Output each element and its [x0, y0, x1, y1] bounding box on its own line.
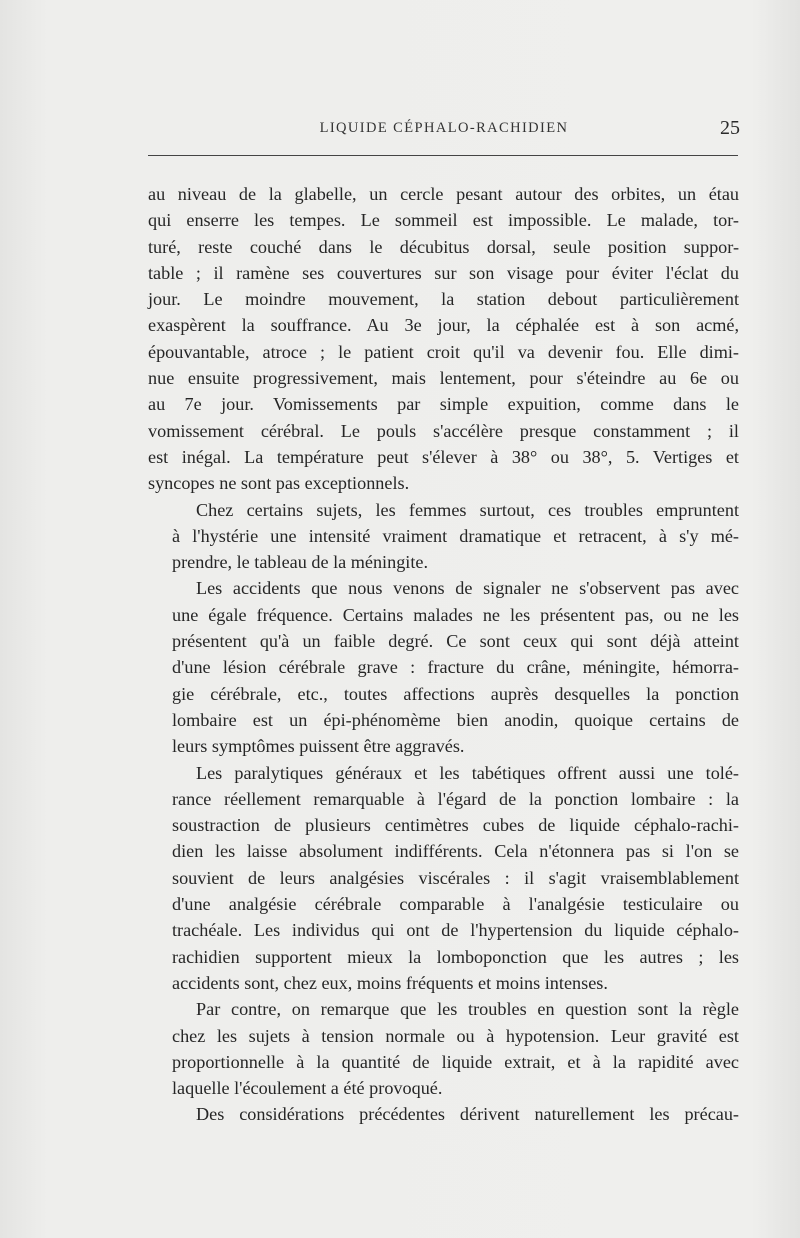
text-line: table ; il ramène ses couvertures sur son visage pour éviter l'éclat du — [148, 262, 739, 283]
text-line: Les accidents que nous venons de signaler ne s'observent pas avec — [196, 578, 739, 599]
text-line: exaspèrent la souffrance. Au 3e jour, la céphalée est à son acmé, — [148, 315, 739, 336]
paragraph — [148, 181, 739, 497]
text-line: est inégal. La température peut s'élever à 38° ou 38°, 5. Vertiges et — [148, 446, 739, 467]
text-line: prendre, le tableau de la méningite. — [172, 552, 429, 573]
text-line: chez les sujets à tension normale ou à hypotension. Leur gravité est — [172, 1025, 739, 1046]
text-line: soustraction de plusieurs centimètres cubes de liquide céphalo-rachi- — [172, 815, 739, 836]
page-header — [148, 117, 740, 144]
text-line: au 7e jour. Vomissements par simple expuition, comme dans le — [148, 394, 739, 415]
text-line: proportionnelle à la quantité de liquide extrait, et à la rapidité avec — [172, 1051, 739, 1072]
text-line: au niveau de la glabelle, un cercle pesant autour des orbites, un étau — [148, 184, 739, 204]
text-line: souvient de leurs analgésies viscérales : il s'agit vraisemblablement — [172, 867, 739, 888]
text-line: à l'hystérie une intensité vraiment dramatique et retracent, à s'y mé- — [172, 525, 739, 546]
text-line: rachidien supportent mieux la lomboponction que les autres ; les — [172, 946, 739, 967]
text-line: rance réellement remarquable à l'égard de la ponction lombaire : la — [172, 788, 739, 809]
text-line: vomissement cérébral. Le pouls s'accélère presque constamment ; il — [148, 420, 739, 441]
text-line: accidents sont, chez eux, moins fréquents et moins intenses. — [172, 972, 608, 993]
running-title: LIQUIDE CÉPHALO-RACHIDIEN — [319, 120, 569, 136]
text-line: syncopes ne sont pas exceptionnels. — [148, 473, 410, 494]
text-line: qui enserre les tempes. Le sommeil est impossible. Le malade, tor- — [148, 210, 739, 231]
text-line: turé, reste couché dans le décubitus dorsal, seule position suppor- — [148, 236, 739, 257]
header-rule — [148, 155, 738, 156]
text-line: épouvantable, atroce ; le patient croit qu'il va devenir fou. Elle dimi- — [148, 341, 739, 362]
text-line: Chez certains sujets, les femmes surtout, ces troubles empruntent — [196, 499, 739, 520]
text-line: lombaire est un épi-phénomème bien anodin, quoique certains de — [172, 709, 739, 730]
text-line: leurs symptômes puissent être aggravés. — [172, 736, 465, 757]
text-line: d'une lésion cérébrale grave : fracture du crâne, méningite, hémorra- — [172, 657, 739, 678]
text-line: nue ensuite progressivement, mais lentement, pour s'éteindre au 6e ou — [148, 368, 739, 389]
paragraph — [148, 1101, 739, 1127]
text-line: présentent qu'à un faible degré. Ce sont ceux qui sont déjà atteint — [172, 631, 739, 652]
paragraph — [148, 497, 739, 576]
paragraph — [148, 996, 739, 1101]
paragraph — [148, 575, 739, 759]
text-line: trachéale. Les individus qui ont de l'hypertension du liquide céphalo- — [172, 920, 739, 941]
text-line: laquelle l'écoulement a été provoqué. — [172, 1078, 443, 1099]
text-line: gie cérébrale, etc., toutes affections auprès desquelles la ponction — [172, 683, 739, 704]
body-text — [148, 181, 739, 1128]
paragraph — [148, 760, 739, 997]
text-line: Les paralytiques généraux et les tabétiques offrent aussi une tolé- — [196, 762, 739, 783]
text-line: une égale fréquence. Certains malades ne les présentent pas, ou ne les — [172, 604, 739, 625]
text-line: jour. Le moindre mouvement, la station debout particulièrement — [148, 289, 739, 310]
text-line: d'une analgésie cérébrale comparable à l'analgésie testiculaire ou — [172, 894, 739, 915]
page-number: 25 — [720, 117, 740, 139]
text-line: Des considérations précédentes dérivent naturellement les précau- — [196, 1104, 739, 1125]
text-line: dien les laisse absolument indifférents. Cela n'étonnera pas si l'on se — [172, 841, 739, 862]
text-line: Par contre, on remarque que les troubles en question sont la règle — [196, 999, 739, 1020]
